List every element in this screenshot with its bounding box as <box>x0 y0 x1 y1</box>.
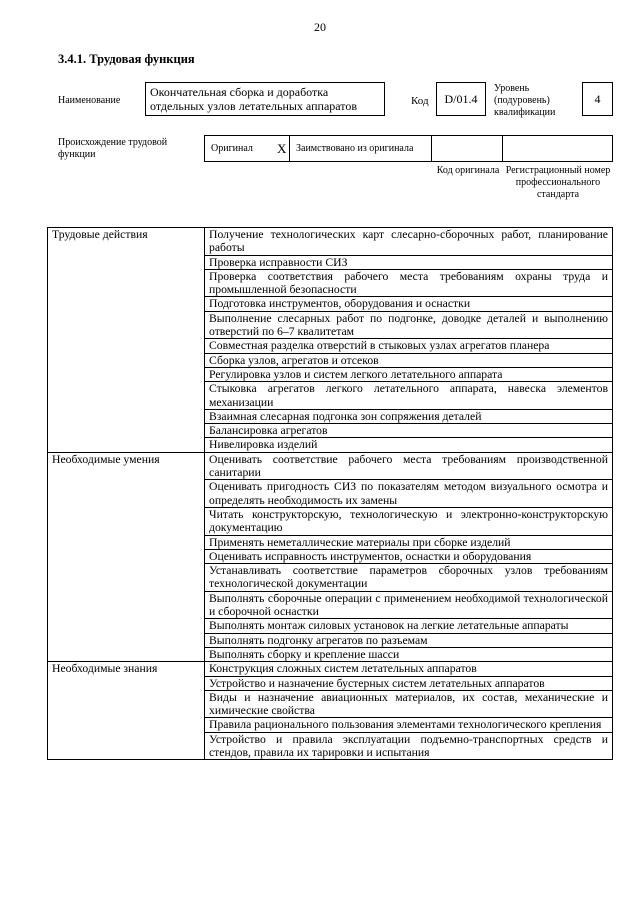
list-item: Виды и назначение авиационных материалов, их состав, механические и химические свойства <box>205 690 613 718</box>
list-item: Нивелировка изделий <box>205 438 613 452</box>
level-value-box <box>582 82 613 116</box>
category-cell: Трудовые действия <box>48 228 205 453</box>
category-cell: Необходимые умения <box>48 452 205 661</box>
list-item: Проверка соответствия рабочего места требованиям охраны труда и промышленной безопасности <box>205 269 613 297</box>
function-name-box <box>145 82 385 116</box>
list-item: Правила рационального пользования элементами технологического крепления <box>205 718 613 732</box>
list-item: Выполнение слесарных работ по подгонке, доводке деталей и выполнению отверстий по 6–7 квалитетам <box>205 311 613 339</box>
list-item: Применять неметаллические материалы при сборке изделий <box>205 535 613 549</box>
table-row <box>48 452 613 480</box>
level-label: Уровень (подуровень) квалификации <box>494 83 556 118</box>
list-item: Читать конструкторскую, технологическую и электронно-конструкторскую документацию <box>205 507 613 535</box>
list-item: Выполнять сборочные операции с применением необходимой технологической и сборочной оснастки <box>205 591 613 619</box>
list-item: Устанавливать соответствие параметров сборочных узлов требованиям технологической документации <box>205 564 613 592</box>
reg-caption: Регистрационный номер профессионального стандарта <box>505 165 611 200</box>
list-item: Балансировка агрегатов <box>205 424 613 438</box>
list-item: Оценивать соответствие рабочего места требованиям производственной санитарии <box>205 452 613 480</box>
list-item: Сборка узлов, агрегатов и отсеков <box>205 353 613 367</box>
list-item: Оценивать исправность инструментов, оснастки и оборудования <box>205 549 613 563</box>
list-item: Получение технологических карт слесарно-сборочных работ, планирование работы <box>205 228 613 256</box>
function-table <box>47 227 613 760</box>
list-item: Устройство и назначение бустерных систем летательных аппаратов <box>205 676 613 690</box>
table-row <box>48 228 613 256</box>
list-item: Стыковка агрегатов легкого летательного аппарата, навеска элементов механизации <box>205 382 613 410</box>
list-item: Конструкция сложных систем летательных аппаратов <box>205 662 613 676</box>
function-name-value: Окончательная сборка и доработка отдельных узлов летательных аппаратов <box>150 85 358 113</box>
code-value-box <box>436 82 486 116</box>
list-item: Регулировка узлов и систем легкого летательного аппарата <box>205 367 613 381</box>
code-caption: Код оригинала <box>436 165 500 176</box>
name-label: Наименование <box>58 95 121 106</box>
list-item: Устройство и правила эксплуатации подъемно-транспортных средств и стендов, правила их тарировки и испытания <box>205 732 613 760</box>
origin-label: Происхождение трудовой функции <box>58 137 168 160</box>
original-code-box <box>431 135 503 162</box>
original-box <box>204 135 290 162</box>
original-mark: X <box>277 141 287 156</box>
list-item: Выполнять сборку и крепление шасси <box>205 647 613 661</box>
list-item: Выполнять подгонку агрегатов по разъемам <box>205 633 613 647</box>
list-item: Оценивать пригодность СИЗ по показателям методом визуального осмотра и определять необходимость их замены <box>205 480 613 508</box>
borrowed-label: Заимствовано из оригинала <box>296 143 414 154</box>
original-label: Оригинал <box>211 143 253 154</box>
list-item: Проверка исправности СИЗ <box>205 255 613 269</box>
category-cell: Необходимые знания <box>48 662 205 760</box>
code-value: D/01.4 <box>444 91 478 106</box>
list-item: Подготовка инструментов, оборудования и оснастки <box>205 297 613 311</box>
borrowed-box <box>289 135 432 162</box>
reg-number-box <box>502 135 613 162</box>
section-title: 3.4.1. Трудовая функция <box>58 52 195 66</box>
code-label: Код <box>411 95 429 107</box>
list-item: Выполнять монтаж силовых установок на легкие летательные аппараты <box>205 619 613 633</box>
table-row <box>48 662 613 676</box>
level-value: 4 <box>594 91 601 106</box>
list-item: Взаимная слесарная подгонка зон сопряжения деталей <box>205 409 613 423</box>
page-number: 20 <box>314 20 326 34</box>
list-item: Совместная разделка отверстий в стыковых узлах агрегатов планера <box>205 339 613 353</box>
